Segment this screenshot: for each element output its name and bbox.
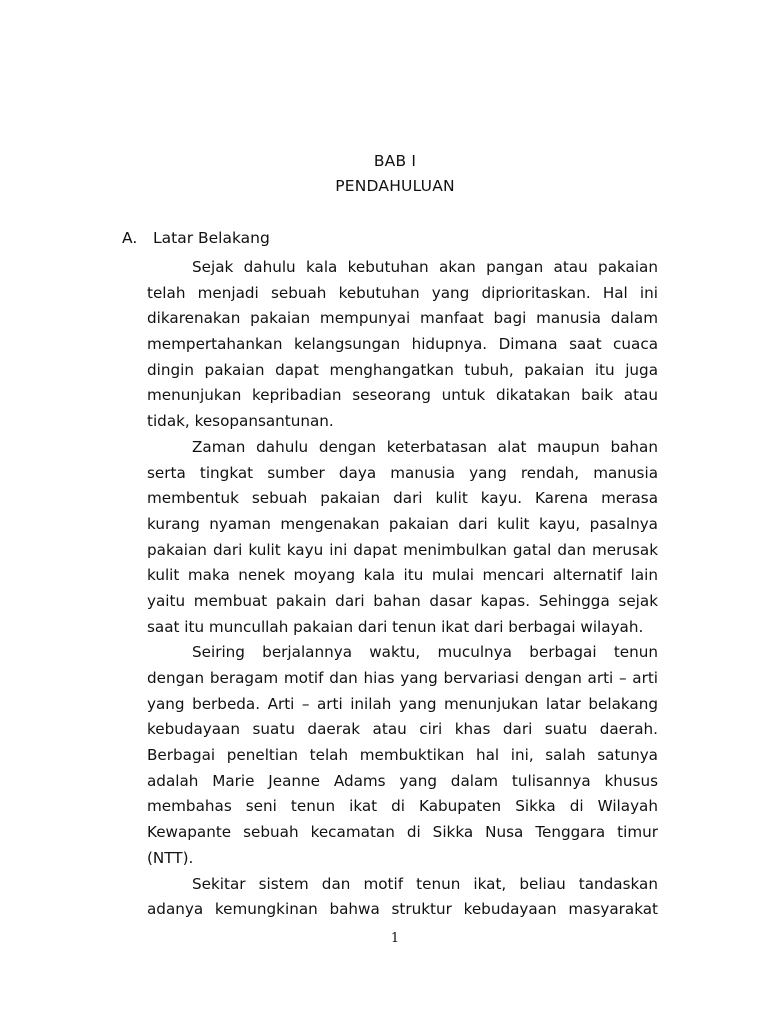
paragraph-2-line: pakaian dari kulit kayu ini dapat menimbulkan gatal dan merusak (147, 540, 658, 559)
paragraph-1-line: Sejak dahulu kala kebutuhan akan pangan atau pakaian (192, 258, 658, 276)
page-number: 1 (390, 931, 400, 946)
paragraph-4-line: adanya kemungkinan bahwa struktur kebudayaan masyarakat (147, 900, 658, 919)
paragraph-2-line: Zaman dahulu dengan keterbatasan alat maupun bahan (192, 437, 658, 456)
paragraph-3-line: adalah Marie Jeanne Adams yang dalam tulisannya khusus (147, 771, 658, 790)
paragraph-1-line: menunjukan kepribadian seseorang untuk dikatakan baik atau (147, 386, 658, 405)
paragraph-3-line: yang berbeda. Arti – arti inilah yang menunjukan latar belakang (147, 694, 658, 713)
paragraph-3-line: membahas seni tenun ikat di Kabupaten Sikka di Wilayah (147, 797, 658, 816)
paragraph-2-line: saat itu muncullah pakaian dari tenun ikat dari berbagai wilayah. (147, 617, 644, 636)
paragraph-1-line: tidak, kesopansantunan. (147, 412, 334, 431)
paragraph-2-line: membentuk sebuah pakaian dari kulit kayu. Karena merasa (147, 489, 658, 508)
paragraph-2-line: kurang nyaman mengenakan pakaian dari kulit kayu, pasalnya (147, 514, 658, 533)
section-title: Latar Belakang (153, 229, 270, 247)
section-number: A. (122, 229, 138, 247)
paragraph-2-line: serta tingkat sumber daya manusia yang rendah, manusia (147, 463, 658, 482)
paragraph-2-line: yaitu membuat pakain dari bahan dasar kapas. Sehingga sejak (147, 591, 658, 610)
paragraph-3-line: Seiring berjalannya waktu, muculnya berbagai tenun (192, 643, 658, 662)
paragraph-1-line: telah menjadi sebuah kebutuhan yang diprioritaskan. Hal ini (147, 283, 658, 302)
paragraph-3-line: dengan beragam motif dan hias yang bervariasi dengan arti – arti (147, 669, 658, 687)
paragraph-3-line: kebudayaan suatu daerak atau ciri khas dari suatu daerah. (147, 720, 658, 739)
body-text (147, 255, 658, 923)
chapter-title: PENDAHULUAN (335, 177, 455, 195)
paragraph-3-line: Kewapante sebuah kecamatan di Sikka Nusa Tenggara timur (147, 823, 658, 842)
paragraph-1-line: dingin pakaian dapat menghangatkan tubuh, pakaian itu juga (147, 360, 658, 379)
paragraph-3-line: Berbagai peneltian telah membuktikan hal ini, salah satunya (147, 746, 658, 765)
section-heading (122, 229, 270, 247)
chapter-label: BAB I (373, 152, 417, 170)
paragraph-2-line: kulit maka nenek moyang kala itu mulai mencari alternatif lain (147, 566, 658, 585)
paragraph-3-line: (NTT). (147, 848, 194, 867)
paragraph-4-line: Sekitar sistem dan motif tenun ikat, beliau tandaskan (192, 874, 658, 893)
paragraph-1-line: dikarenakan pakaian mempunyai manfaat bagi manusia dalam (147, 309, 658, 328)
paragraph-1-line: mempertahankan kelangsungan hidupnya. Dimana saat cuaca (147, 335, 658, 354)
